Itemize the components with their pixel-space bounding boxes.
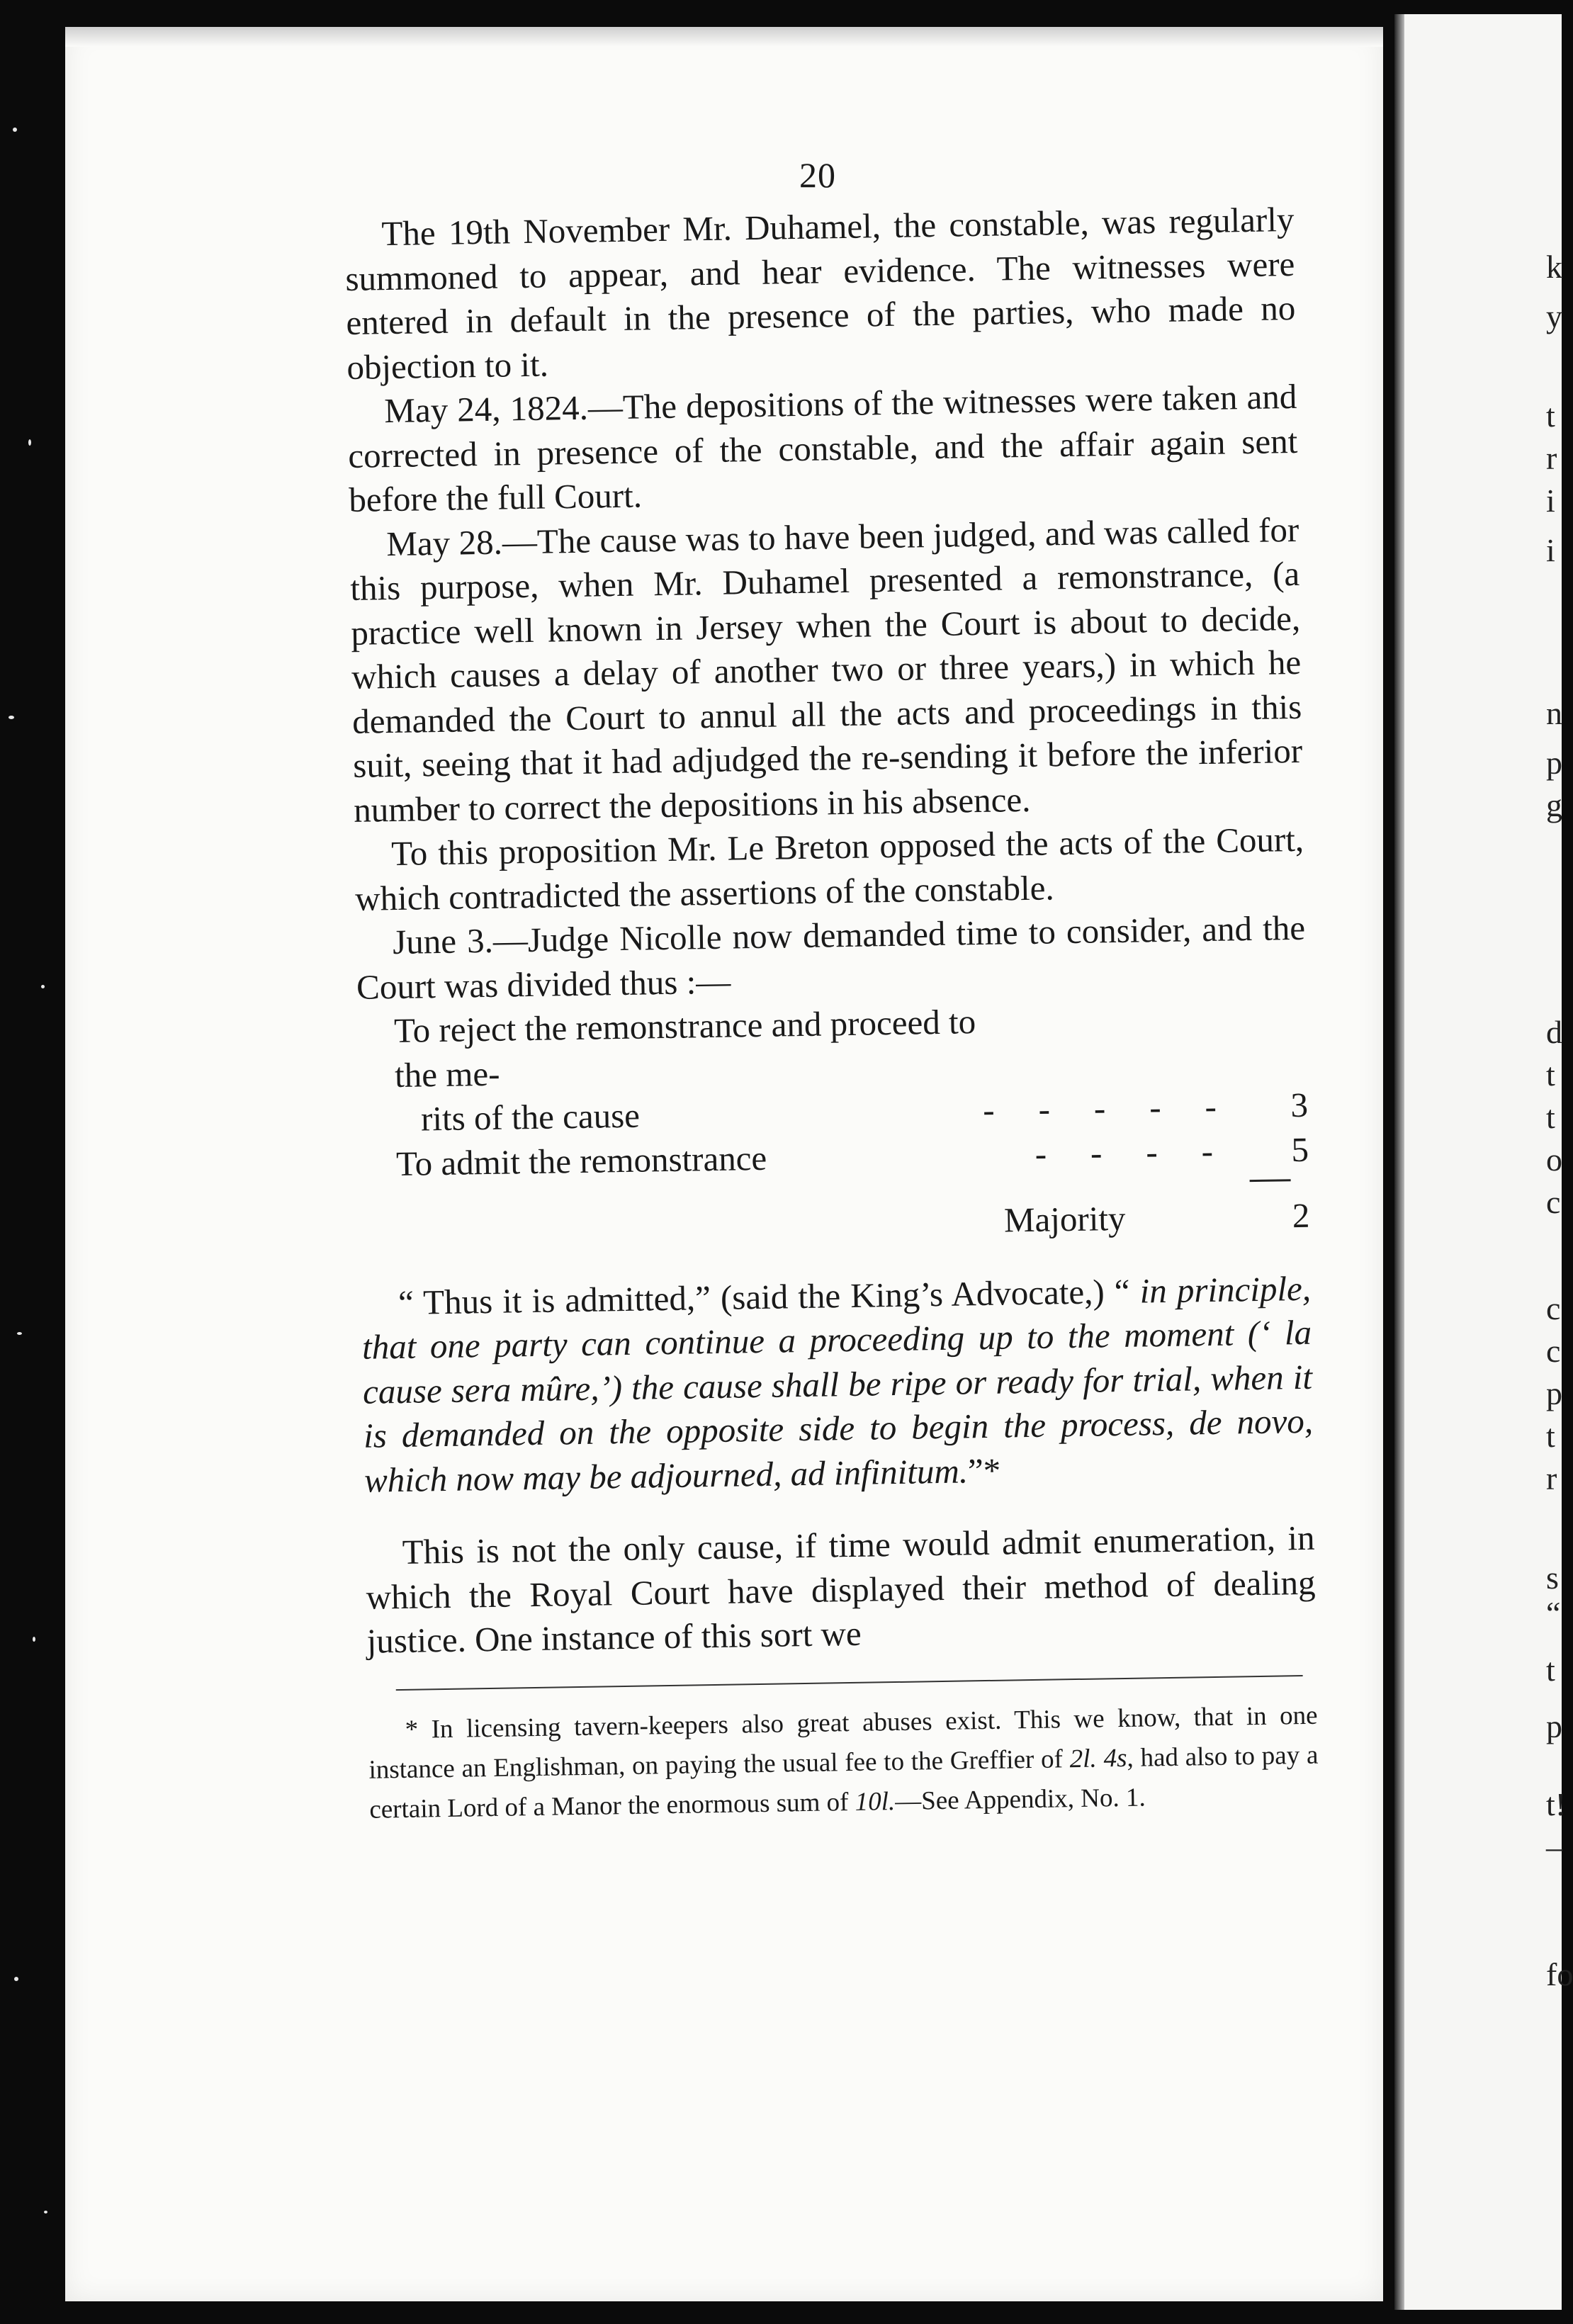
facing-page-fragment: t [1546, 1652, 1555, 1688]
scan-speck [28, 439, 31, 446]
facing-page-fragment: p [1546, 1375, 1562, 1411]
facing-page-fragment: fo [1546, 1956, 1573, 1992]
paragraph-may-28: May 28.—The cause was to have been judged, and was called for this purpose, when Mr. Duhamel presented a remonstrance, (a practice well known in Jersey when the Court is about to decide, which causes a delay of another two or three years,) in which he demanded the Court to annul all the acts and proceedings in this suit, seeing that it had adjudged the re-sending it before the inferior number to correct the depositions in his absence. [349, 509, 1303, 830]
facing-page-fragment: t [1546, 1056, 1555, 1093]
facing-page-fragment: i [1546, 483, 1555, 519]
vote-reject-label [357, 1000, 983, 1142]
leader-dashes: ----- [982, 1085, 1261, 1129]
facing-page-fragment: y [1546, 298, 1562, 334]
majority-row [360, 1194, 1310, 1253]
paragraph-le-breton: To this proposition Mr. Le Breton opposed the acts of the Court, which contradicted the assertions of the constable. [354, 819, 1304, 918]
footnote-amount-1: 2l. 4s [1069, 1743, 1127, 1773]
facing-page-fragment: g [1546, 787, 1562, 823]
page-body [344, 198, 1319, 1829]
facing-page-fragment: c [1546, 1333, 1561, 1369]
facing-page-fragment: t! [1546, 1786, 1567, 1822]
facing-page-fragment: r [1546, 440, 1557, 476]
facing-page-edge [1394, 14, 1562, 2310]
leader-dashes: ---- [1034, 1130, 1258, 1173]
footnote-tail: —See Appendix, No. 1. [894, 1783, 1146, 1816]
quote-close: ”* [967, 1450, 1001, 1490]
footnote-rule [396, 1675, 1303, 1691]
scan-speck [44, 2211, 47, 2213]
facing-page-fragment: “ [1546, 1595, 1561, 1631]
quote-lead: “ Thus it is admitted,” (said the King’s Advocate,) “ [398, 1271, 1130, 1322]
paragraph-june-3: June 3.—Judge Nicolle now demanded time to consider, and the Court was divided thus :— [356, 908, 1306, 1007]
paragraph-may-24: May 24, 1824.—The depositions of the witnesses were taken and corrected in presence of the constable, and the affair again sent before the full Court. [347, 376, 1298, 519]
scan-speck [14, 1977, 18, 1981]
facing-page-fragment: n [1546, 695, 1562, 731]
facing-page-fragment: c [1546, 1184, 1561, 1220]
facing-page-fragment: d [1546, 1014, 1562, 1050]
sum-rule [1250, 1179, 1291, 1182]
footnote-lead: * In licensing tavern-keepers also great abuses exist. This we know, that in one instance an Englishman, on paying the usual fee to the Greffier of [368, 1700, 1318, 1785]
kings-advocate-quote [361, 1266, 1314, 1503]
vote-admit-count: 5 [1291, 1129, 1309, 1169]
page-number: 20 [799, 155, 836, 195]
facing-page-fragment: i [1546, 532, 1555, 568]
scan-speck [9, 716, 14, 719]
facing-page-fragment: c [1546, 1290, 1561, 1326]
scan-speck [41, 985, 45, 988]
paragraph-closing: This is not the only cause, if time would admit enumeration, in which the Royal Court have displayed their method of dealing justice. One instance of this sort we [366, 1518, 1316, 1661]
facing-page-fragment: t [1546, 1418, 1555, 1454]
scan-speck [13, 128, 17, 132]
vote-row-reject [357, 995, 1309, 1143]
footnote [368, 1696, 1319, 1829]
vote-reject-label-line2: rits of the cause [420, 1095, 641, 1139]
facing-page-fragment: p [1546, 745, 1562, 781]
footnote-middle: , had also to pay a certain Lord of a Manor the enormous sum of [369, 1740, 1319, 1824]
footnote-amount-2: 10l. [855, 1786, 896, 1817]
vote-reject-label-line1: To reject the remonstrance and proceed to the me- [393, 1002, 976, 1095]
vote-reject-count: 3 [1290, 1085, 1309, 1125]
facing-page-fragment: o [1546, 1141, 1562, 1178]
majority-label: Majority [1003, 1198, 1126, 1240]
quote-italic: in principle, that one party can continue a proceeding up to the moment (‘ la cause sera mûre,’) the cause shall be ripe or ready for trial, when it is demanded on the opposite side to begin the process, de novo, which now may be adjourned, ad infinitum. [361, 1268, 1314, 1500]
scan-speck [33, 1637, 35, 1642]
facing-page-fragment: t [1546, 397, 1555, 434]
facing-page-fragment: r [1546, 1460, 1557, 1496]
facing-page-fragment: – [1546, 1829, 1562, 1865]
majority-count: 2 [1292, 1195, 1310, 1236]
scan-speck [17, 1332, 22, 1335]
facing-page-fragment: t [1546, 1099, 1555, 1135]
facing-page-fragment: s [1546, 1559, 1559, 1596]
facing-page-fragment: k [1546, 249, 1562, 285]
paragraph-19th-november: The 19th November Mr. Duhamel, the constable, was regularly summoned to appear, and hear evidence. The witnesses were entered in default in the presence of the parties, who made no objection to it. [345, 199, 1296, 387]
page-gutter-shadow [1394, 14, 1404, 2310]
facing-page-fragment: p [1546, 1708, 1562, 1744]
page-top-shadow [65, 27, 1383, 47]
vote-admit-label: To admit the remonstrance [395, 1138, 767, 1183]
